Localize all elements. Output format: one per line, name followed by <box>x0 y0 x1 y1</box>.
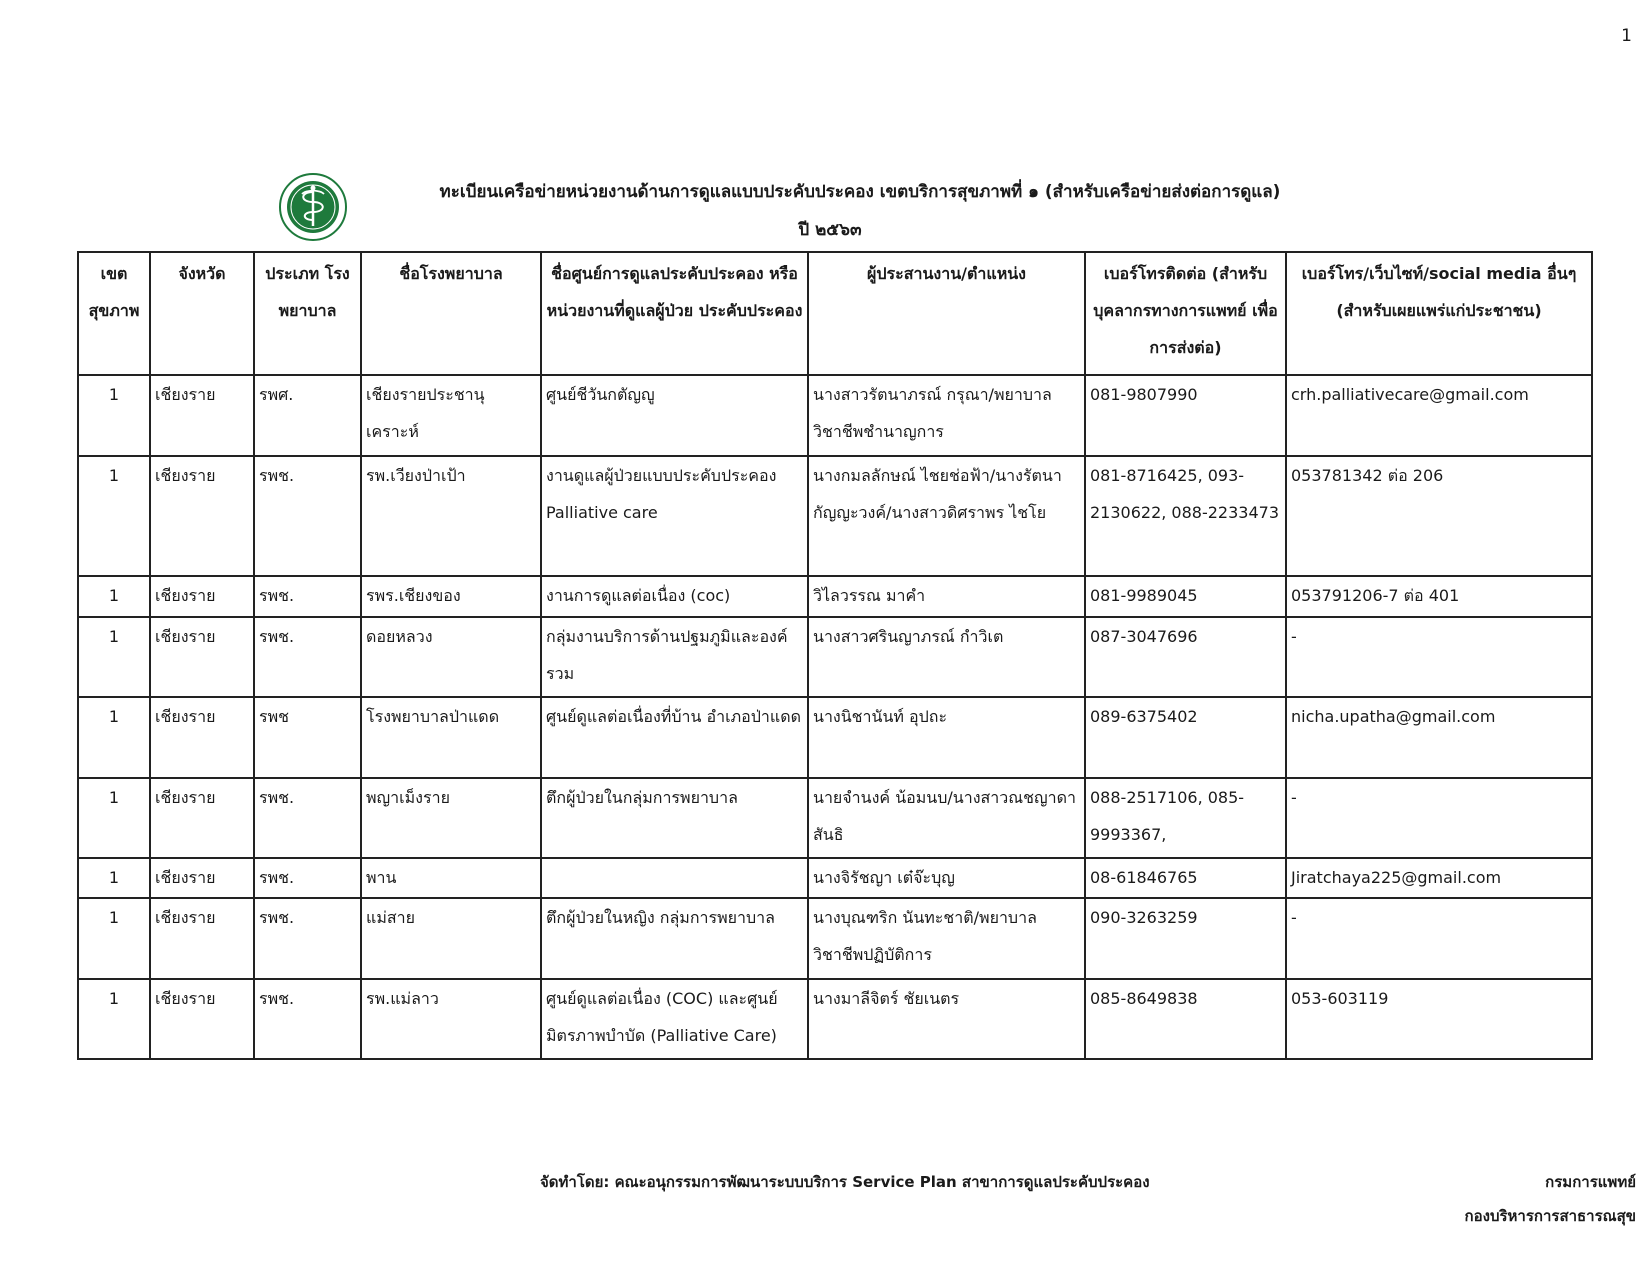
cell-hospital-type: รพช. <box>254 778 361 858</box>
cell-health-region: 1 <box>78 576 150 617</box>
cell-hospital-name: รพ.แม่ลาว <box>361 979 541 1059</box>
cell-public-contact: crh.palliativecare@gmail.com <box>1286 375 1592 456</box>
header-public-contact: เบอร์โทร/เว็บไซท์/social media อื่นๆ (สำหรับเผยแพร่แก่ประชาชน) <box>1286 252 1592 375</box>
header-hospital-name: ชื่อโรงพยาบาล <box>361 252 541 375</box>
cell-coordinator: นางสาวศรินญาภรณ์ กำวิเต <box>808 617 1085 697</box>
table-row <box>78 576 1592 617</box>
cell-hospital-name: พญาเม็งราย <box>361 778 541 858</box>
cell-referral-phone: 088-2517106, 085-9993367, <box>1085 778 1286 858</box>
header-referral-phone: เบอร์โทรติดต่อ (สำหรับ บุคลากรทางการแพทย์ เพื่อการส่งต่อ) <box>1085 252 1286 375</box>
cell-health-region: 1 <box>78 979 150 1059</box>
cell-referral-phone: 087-3047696 <box>1085 617 1286 697</box>
cell-coordinator: นายจำนงค์ น้อมนบ/นางสาวณชญาดา สันธิ <box>808 778 1085 858</box>
cell-province: เชียงราย <box>150 576 254 617</box>
cell-hospital-type: รพช. <box>254 456 361 576</box>
cell-palliative-center: ตึกผู้ป่วยในกลุ่มการพยาบาล <box>541 778 808 858</box>
cell-health-region: 1 <box>78 778 150 858</box>
cell-hospital-name: โรงพยาบาลป่าแดด <box>361 697 541 778</box>
cell-public-contact: 053781342 ต่อ 206 <box>1286 456 1592 576</box>
cell-palliative-center: ศูนย์ดูแลต่อเนื่องที่บ้าน อำเภอป่าแดด <box>541 697 808 778</box>
header-hospital-type: ประเภท โรงพยาบาล <box>254 252 361 375</box>
cell-health-region: 1 <box>78 697 150 778</box>
cell-palliative-center <box>541 858 808 898</box>
cell-palliative-center: ศูนย์ดูแลต่อเนื่อง (COC) และศูนย์มิตรภาพบำบัด (Palliative Care) <box>541 979 808 1059</box>
cell-hospital-name: รพ.เวียงป่าเป้า <box>361 456 541 576</box>
page-number: 1 <box>1621 26 1632 46</box>
table-row <box>78 617 1592 697</box>
cell-province: เชียงราย <box>150 858 254 898</box>
cell-province: เชียงราย <box>150 617 254 697</box>
ministry-of-public-health-seal-icon <box>278 172 348 242</box>
header-province: จังหวัด <box>150 252 254 375</box>
cell-hospital-name: ดอยหลวง <box>361 617 541 697</box>
cell-province: เชียงราย <box>150 456 254 576</box>
cell-palliative-center: ตึกผู้ป่วยในหญิง กลุ่มการพยาบาล <box>541 898 808 979</box>
cell-palliative-center: กลุ่มงานบริการด้านปฐมภูมิและองค์รวม <box>541 617 808 697</box>
cell-coordinator: นางสาวรัตนาภรณ์ กรุณา/พยาบาลวิชาชีพชำนาญการ <box>808 375 1085 456</box>
cell-public-contact: - <box>1286 617 1592 697</box>
cell-health-region: 1 <box>78 617 150 697</box>
cell-hospital-type: รพช. <box>254 979 361 1059</box>
cell-province: เชียงราย <box>150 979 254 1059</box>
cell-hospital-type: รพช. <box>254 858 361 898</box>
footer-prepared-by: จัดทำโดย: คณะอนุกรรมการพัฒนาระบบบริการ Service Plan สาขาการดูแลประคับประคอง <box>540 1173 1150 1191</box>
cell-coordinator: วิไลวรรณ มาคำ <box>808 576 1085 617</box>
header-coordinator: ผู้ประสานงาน/ตำแหน่ง <box>808 252 1085 375</box>
table-row <box>78 375 1592 456</box>
cell-province: เชียงราย <box>150 898 254 979</box>
cell-referral-phone: 081-8716425, 093-2130622, 088-2233473 <box>1085 456 1286 576</box>
cell-coordinator: นางมาลีจิตร์ ชัยเนตร <box>808 979 1085 1059</box>
cell-public-contact: - <box>1286 898 1592 979</box>
cell-hospital-type: รพช. <box>254 576 361 617</box>
cell-coordinator: นางกมลลักษณ์ ไชยช่อฟ้า/นางรัตนากัญญะวงค์/นางสาวดิศราพร ไชโย <box>808 456 1085 576</box>
cell-public-contact: - <box>1286 778 1592 858</box>
cell-hospital-name: แม่สาย <box>361 898 541 979</box>
cell-health-region: 1 <box>78 375 150 456</box>
table-row <box>78 778 1592 858</box>
cell-public-contact: 053-603119 <box>1286 979 1592 1059</box>
cell-health-region: 1 <box>78 456 150 576</box>
cell-hospital-name: รพร.เชียงของ <box>361 576 541 617</box>
table-row <box>78 697 1592 778</box>
table-header-row <box>78 252 1592 375</box>
cell-hospital-name: เชียงรายประชานุเคราะห์ <box>361 375 541 456</box>
table-row <box>78 456 1592 576</box>
document-title: ทะเบียนเครือข่ายหน่วยงานด้านการดูแลแบบประคับประคอง เขตบริการสุขภาพที่ ๑ (สำหรับเครือข่ายส่งต่อการดูแล) <box>439 182 1281 202</box>
cell-health-region: 1 <box>78 858 150 898</box>
header-health-region: เขต สุขภาพ <box>78 252 150 375</box>
cell-province: เชียงราย <box>150 778 254 858</box>
cell-referral-phone: 090-3263259 <box>1085 898 1286 979</box>
cell-referral-phone: 089-6375402 <box>1085 697 1286 778</box>
table-row <box>78 979 1592 1059</box>
registry-table <box>77 251 1593 1060</box>
cell-hospital-type: รพช <box>254 697 361 778</box>
cell-palliative-center: งานการดูแลต่อเนื่อง (coc) <box>541 576 808 617</box>
cell-palliative-center: งานดูแลผู้ป่วยแบบประคับประคอง Palliative care <box>541 456 808 576</box>
cell-coordinator: นางนิชานันท์ อุปถะ <box>808 697 1085 778</box>
cell-public-contact: nicha.upatha@gmail.com <box>1286 697 1592 778</box>
footer-org-department: กรมการแพทย์ <box>1545 1173 1636 1191</box>
footer-org-division: กองบริหารการสาธารณสุข <box>1464 1207 1636 1225</box>
cell-referral-phone: 08-61846765 <box>1085 858 1286 898</box>
cell-province: เชียงราย <box>150 697 254 778</box>
document-year: ปี ๒๕๖๓ <box>798 220 862 240</box>
table-row <box>78 858 1592 898</box>
header-palliative-center: ชื่อศูนย์การดูแลประคับประคอง หรือ หน่วยงานที่ดูแลผู้ป่วย ประคับประคอง <box>541 252 808 375</box>
cell-hospital-type: รพช. <box>254 898 361 979</box>
cell-public-contact: Jiratchaya225@gmail.com <box>1286 858 1592 898</box>
cell-hospital-name: พาน <box>361 858 541 898</box>
cell-hospital-type: รพช. <box>254 617 361 697</box>
cell-health-region: 1 <box>78 898 150 979</box>
cell-referral-phone: 085-8649838 <box>1085 979 1286 1059</box>
cell-palliative-center: ศูนย์ชีวันกตัญญู <box>541 375 808 456</box>
cell-referral-phone: 081-9807990 <box>1085 375 1286 456</box>
cell-coordinator: นางบุณฑริก นันทะชาติ/พยาบาลวิชาชีพปฏิบัติการ <box>808 898 1085 979</box>
cell-coordinator: นางจิรัชญา เต๋จ๊ะบุญ <box>808 858 1085 898</box>
cell-public-contact: 053791206-7 ต่อ 401 <box>1286 576 1592 617</box>
table-row <box>78 898 1592 979</box>
cell-hospital-type: รพศ. <box>254 375 361 456</box>
cell-province: เชียงราย <box>150 375 254 456</box>
cell-referral-phone: 081-9989045 <box>1085 576 1286 617</box>
